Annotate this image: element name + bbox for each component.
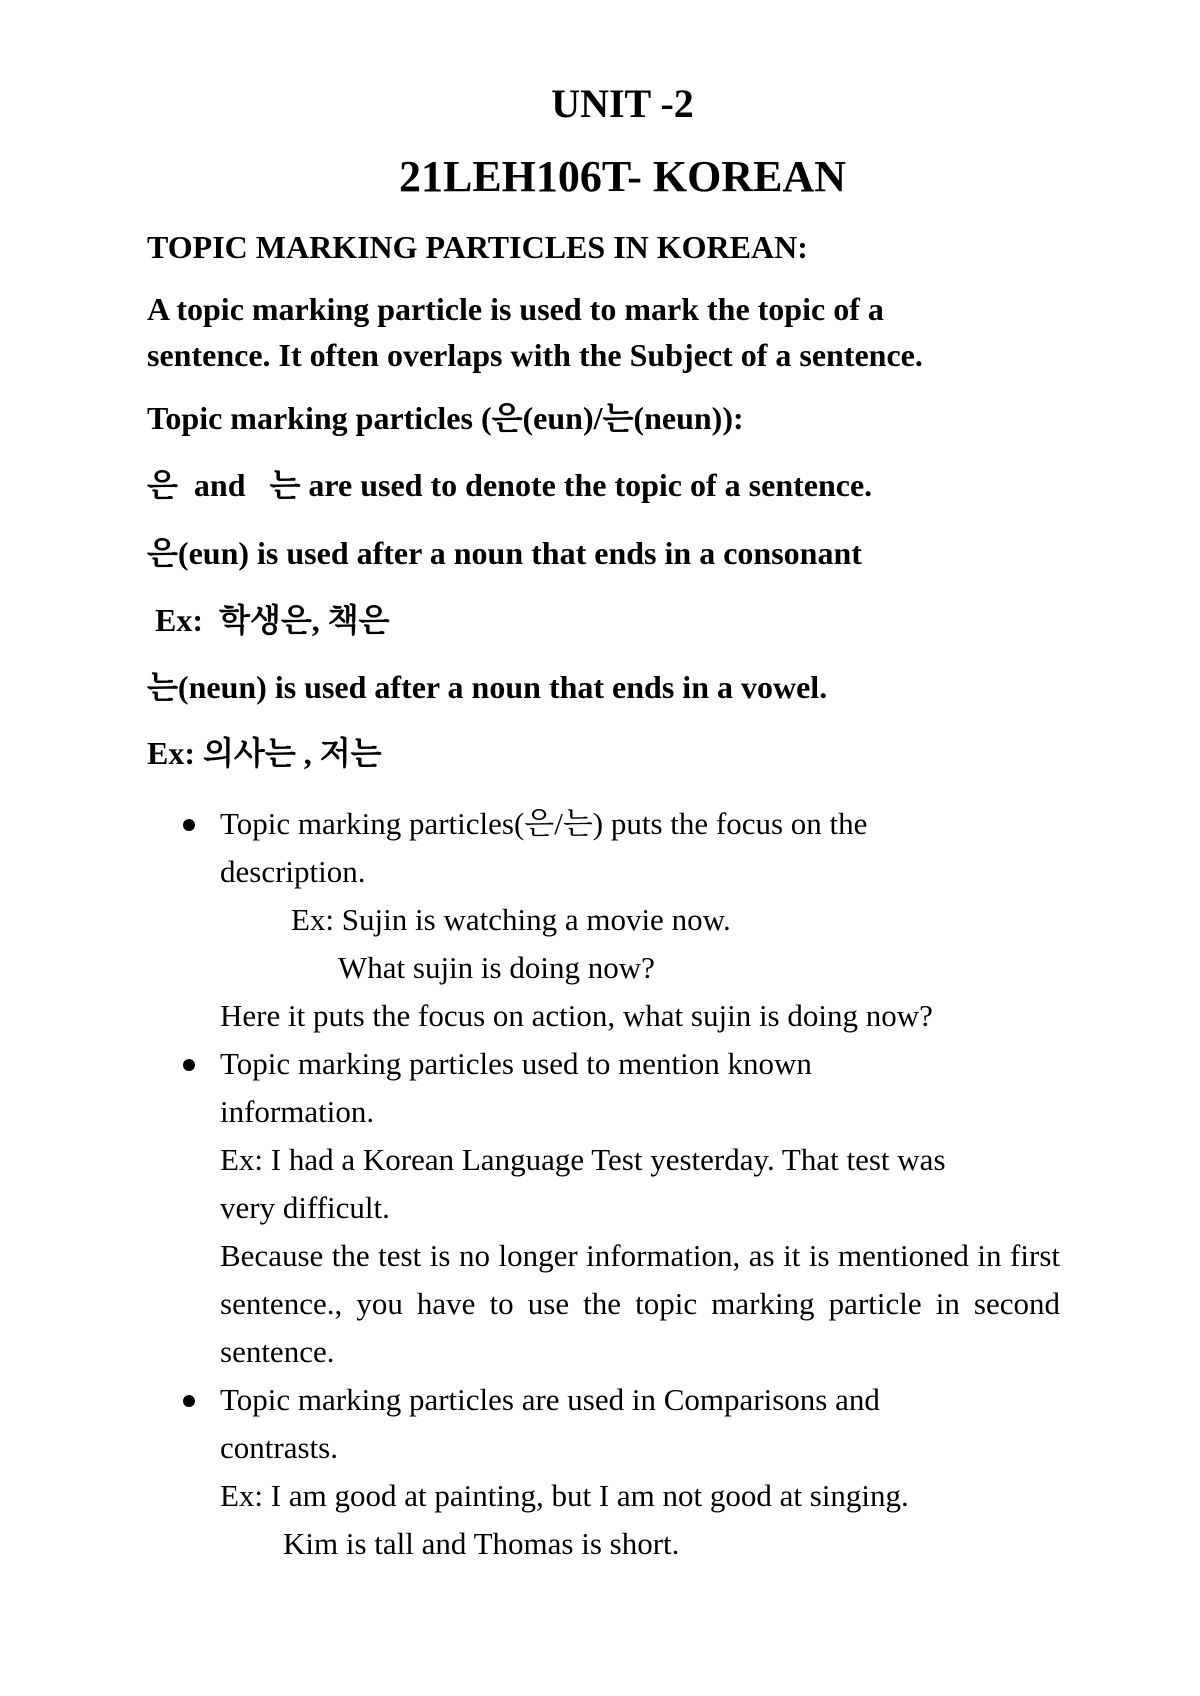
example-text: Kim is tall and Thomas is short. (283, 1526, 680, 1561)
example-text: Ex: Sujin is watching a movie now. (291, 902, 731, 937)
definition-line-1: A topic marking particle is used to mark the topic of a (147, 291, 884, 327)
bullet-icon (183, 1059, 195, 1071)
bullet-text: Topic marking particles used to mention known (220, 1046, 812, 1081)
course-title: 21LEH106T- KOREAN (398, 152, 846, 201)
eun-example: Ex: 학생은, 책은 (155, 602, 390, 638)
topic-heading: TOPIC MARKING PARTICLES IN KOREAN: (147, 229, 808, 265)
neun-example: Ex: 의사는 , 저는 (147, 735, 382, 771)
bullet-text: Topic marking particles are used in Comparisons and (220, 1382, 880, 1417)
bullet-item-focus (220, 800, 1060, 1040)
note-text: Here it puts the focus on action, what sujin is doing now? (220, 998, 933, 1033)
bullet-text: contrasts. (220, 1430, 338, 1465)
bullet-text: information. (220, 1094, 375, 1129)
example-text: very difficult. (220, 1190, 390, 1225)
definition-line-2: sentence. It often overlaps with the Subject of a sentence. (147, 337, 923, 373)
bullet-item-known-info (220, 1040, 1060, 1376)
bullet-text: Topic marking particles(은/는) puts the focus on the (220, 806, 868, 841)
example-text: Ex: I had a Korean Language Test yesterday. That test was (220, 1142, 946, 1177)
eun-rule: 은(eun) is used after a noun that ends in a consonant (147, 535, 862, 571)
bullet-icon (183, 1395, 195, 1407)
usage-line: 은 and 는 are used to denote the topic of a sentence. (147, 467, 873, 503)
neun-rule: 는(neun) is used after a noun that ends in a vowel. (147, 669, 828, 705)
bullet-item-comparison (220, 1376, 1060, 1568)
example-text: Ex: I am good at painting, but I am not good at singing. (220, 1478, 909, 1513)
example-text: What sujin is doing now? (338, 950, 655, 985)
unit-title: UNIT -2 (551, 81, 694, 126)
explanation-text: Because the test is no longer information, as it is mentioned in first sentence., you have to use the topic marking particle in second sentence. (220, 1238, 1060, 1369)
bullet-text: description. (220, 854, 366, 889)
bullet-icon (183, 819, 195, 831)
particles-heading: Topic marking particles (은(eun)/는(neun)): (147, 400, 744, 436)
